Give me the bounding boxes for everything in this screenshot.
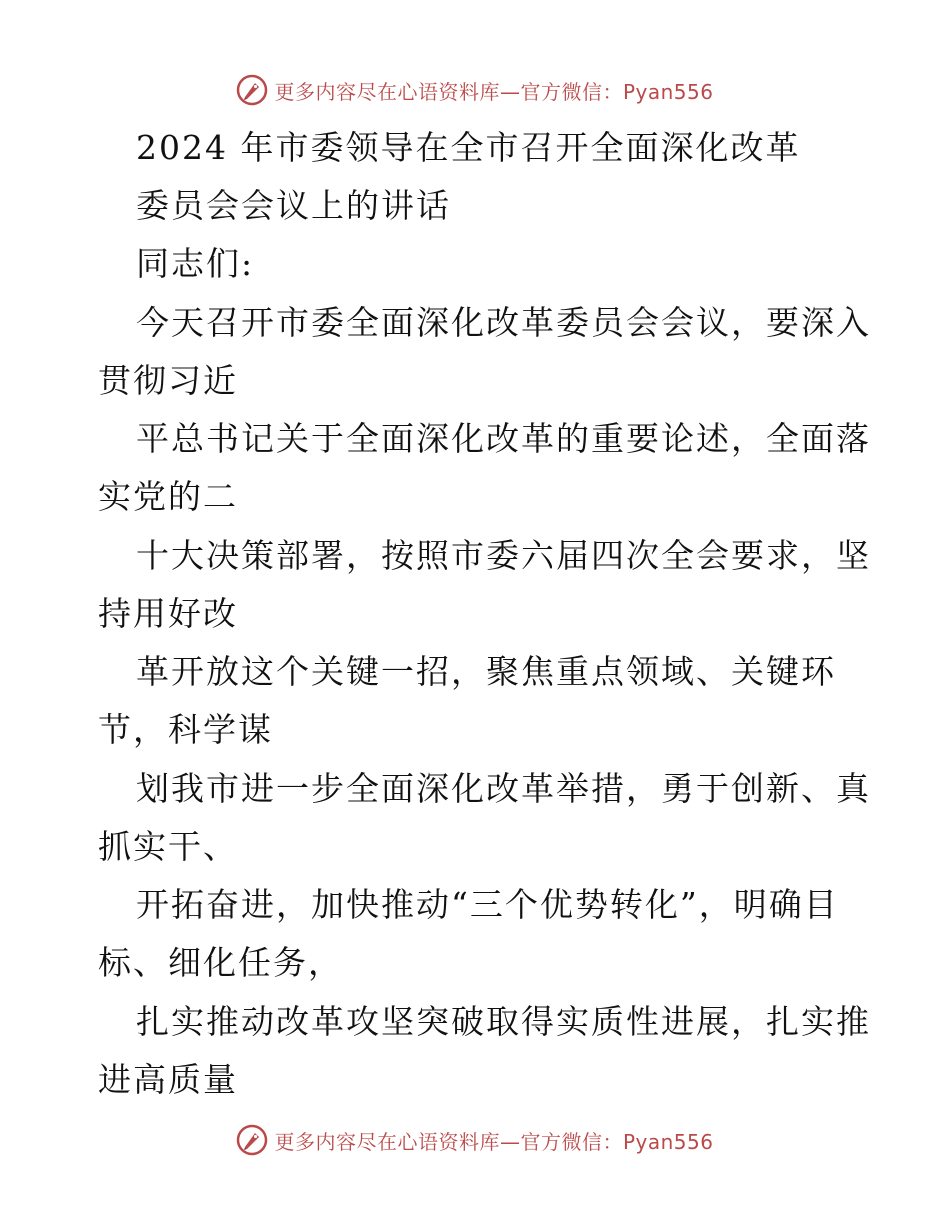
paragraph-line: 革开放这个关键一招，聚焦重点领域、关键环 (136, 652, 836, 691)
paragraph-line: 贯彻习近 (98, 361, 238, 400)
watermark-text: 更多内容尽在心语资料库—官方微信：Pyan556 (274, 79, 714, 104)
paragraph-line: 划我市进一步全面深化改革举措，勇于创新、真 (136, 769, 871, 808)
paragraph-line: 平总书记关于全面深化改革的重要论述，全面落 (136, 419, 871, 458)
paragraph-line: 开拓奋进，加快推动“三个优势转化”，明确目 (136, 885, 839, 924)
paragraph-line: 标、细化任务， (98, 943, 343, 982)
salutation: 同志们: (136, 244, 255, 283)
paragraph-line: 十大决策部署，按照市委六届四次全会要求，坚 (136, 536, 871, 575)
paragraph-line: 实党的二 (98, 477, 238, 516)
paragraph-line: 持用好改 (98, 594, 238, 633)
watermark-text: 更多内容尽在心语资料库—官方微信：Pyan556 (274, 1129, 714, 1154)
paragraph-line: 节，科学谋 (98, 710, 273, 749)
document-title-line-1: 2024 年市委领导在全市召开全面深化改革 (136, 128, 801, 167)
document-title-line-2: 委员会会议上的讲话 (136, 186, 451, 225)
paragraph-line: 抓实干、 (98, 827, 238, 866)
paragraph-line: 扎实推动改革攻坚突破取得实质性进展，扎实推 (136, 1002, 871, 1041)
paragraph-line: 进高质量 (98, 1060, 238, 1099)
pen-nib-icon (236, 1124, 268, 1156)
footer-watermark (0, 1120, 950, 1160)
paragraph-line: 今天召开市委全面深化改革委员会会议，要深入 (136, 303, 871, 342)
